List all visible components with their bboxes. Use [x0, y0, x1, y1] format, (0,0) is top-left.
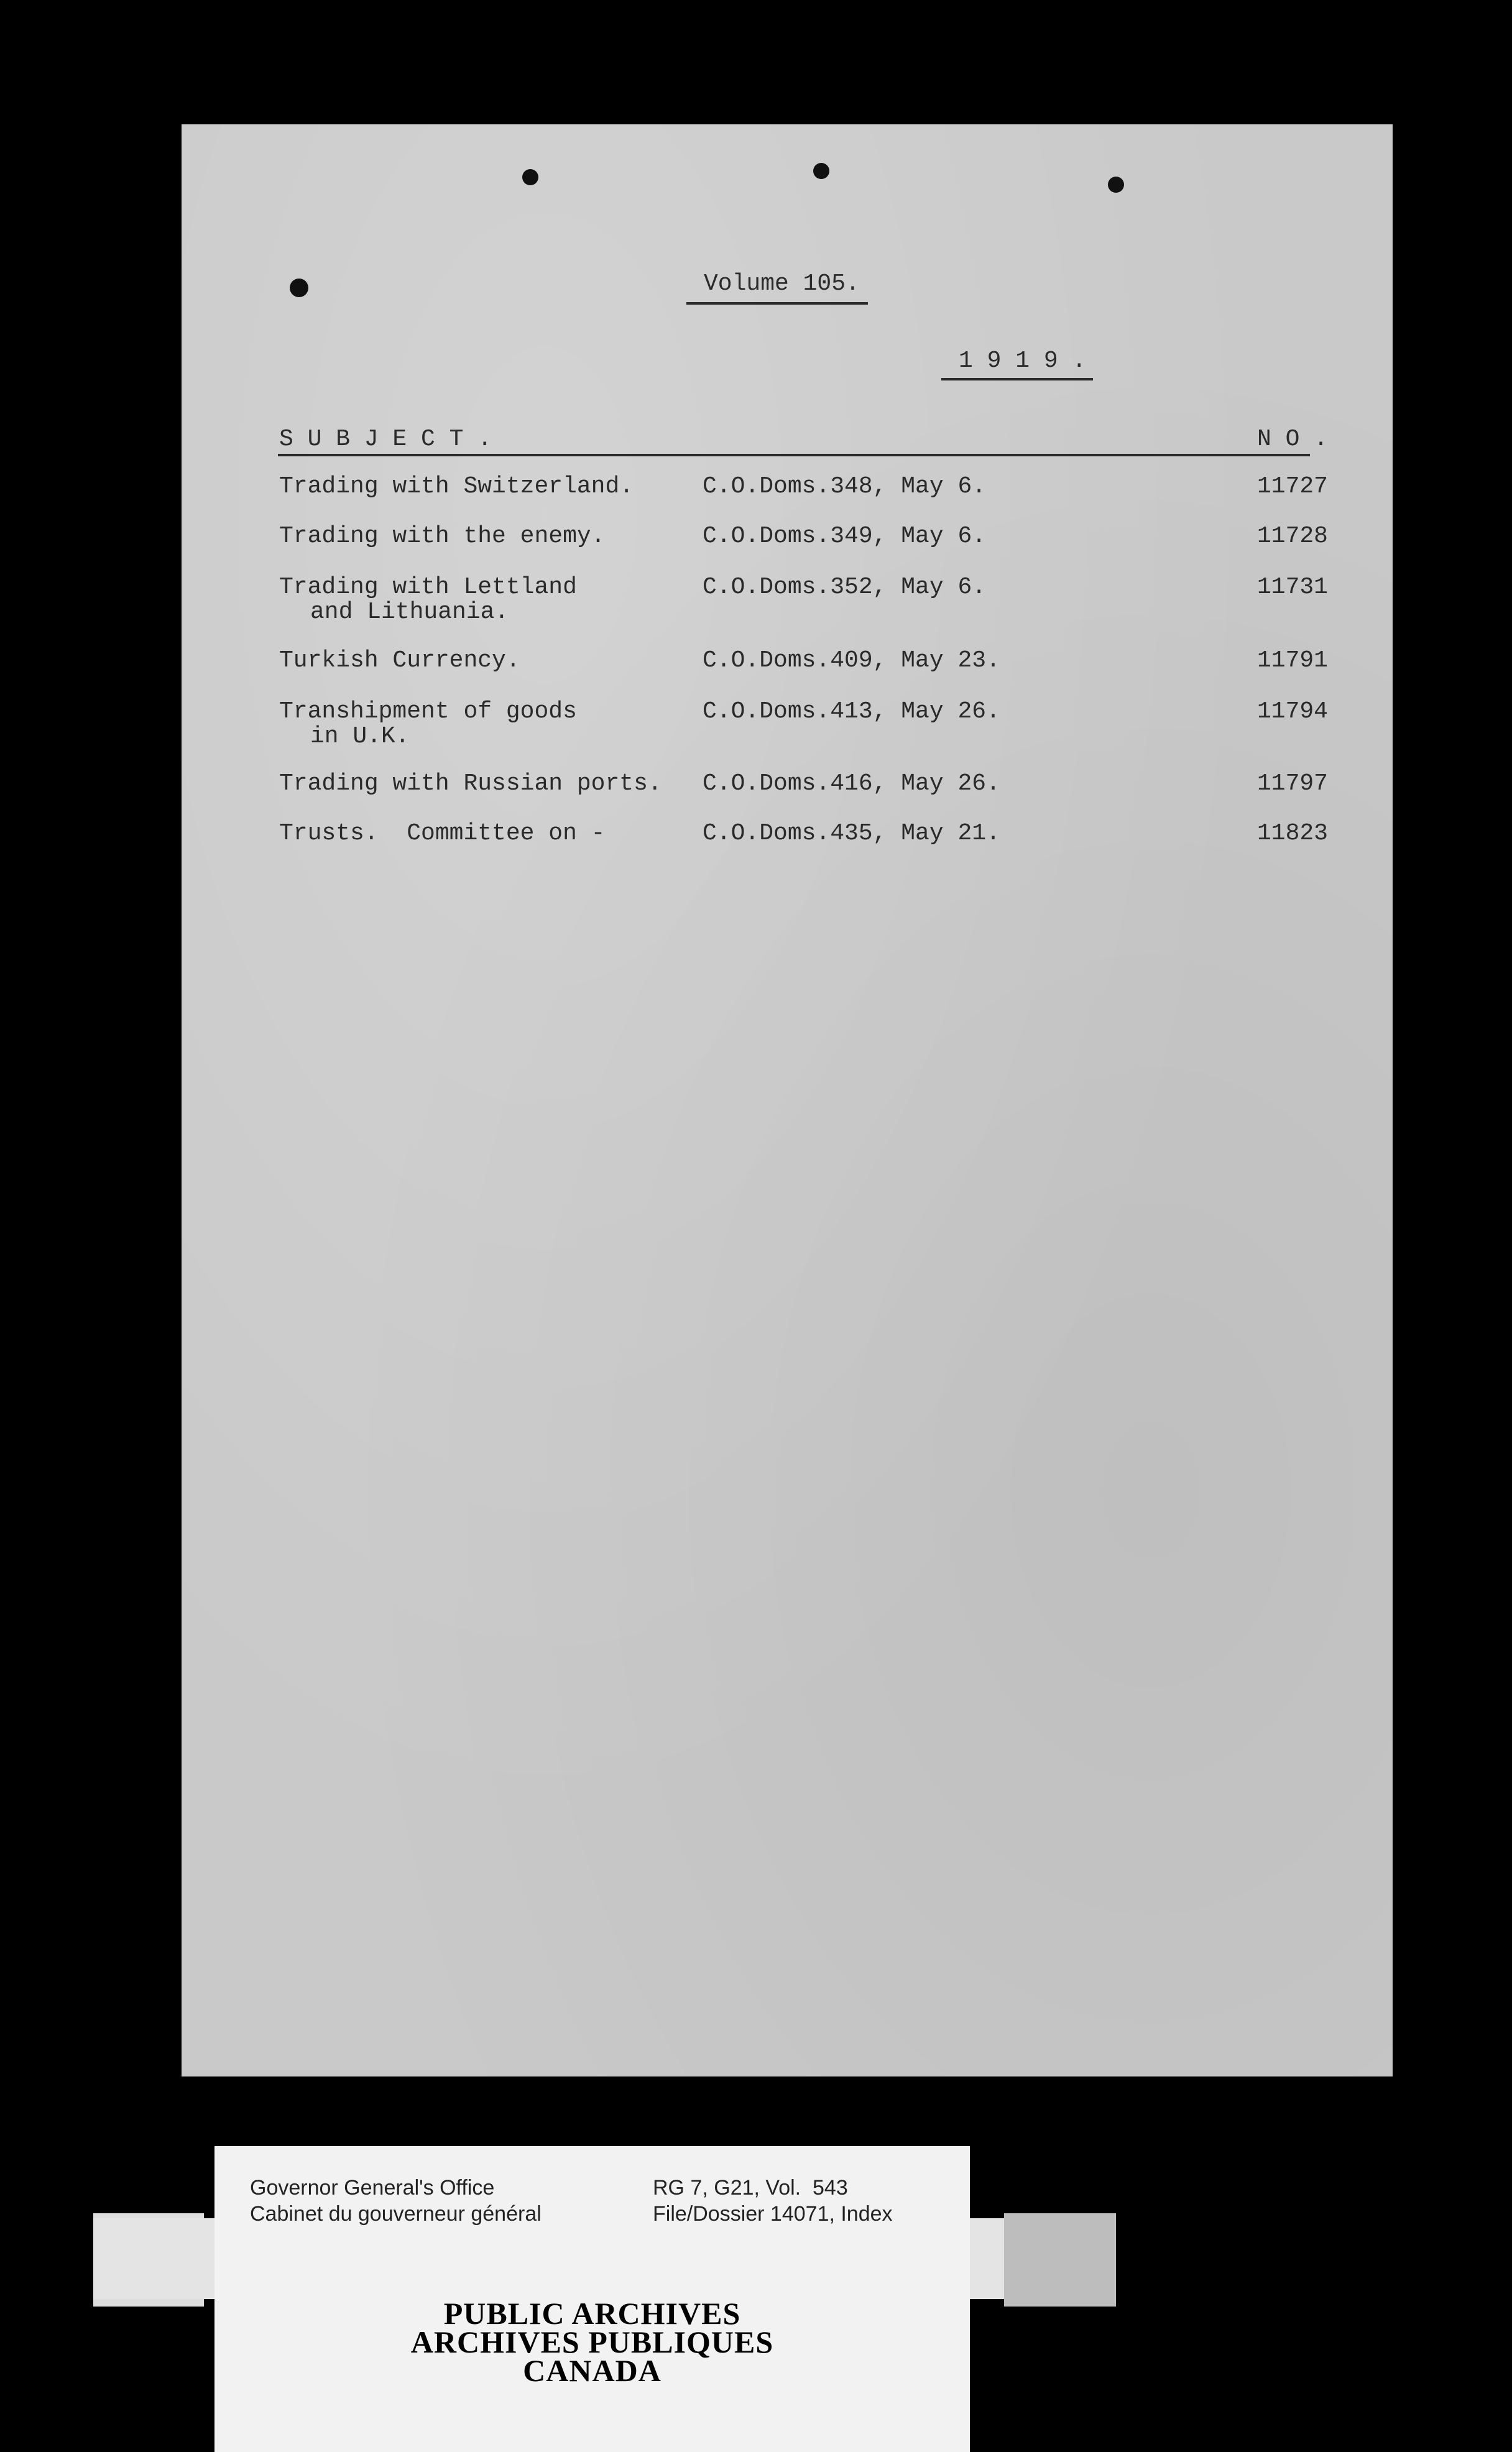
volume-underline	[686, 302, 868, 305]
entry-subject: Turkish Currency.	[279, 647, 520, 674]
header-rule	[278, 454, 1310, 456]
year-heading: 1 9 1 9 .	[959, 348, 1087, 374]
entry-subject-continuation: and Lithuania.	[310, 599, 509, 625]
entry-subject: Trusts. Committee on -	[279, 820, 606, 847]
punch-hole	[1108, 177, 1124, 193]
entry-number: 11791	[1256, 647, 1328, 674]
archives-stamp-line1: PUBLIC ARCHIVES	[443, 2296, 741, 2331]
entry-reference: C.O.Doms.349, May 6.	[703, 523, 987, 550]
entry-reference: C.O.Doms.352, May 6.	[703, 574, 987, 601]
archives-stamp-line3: CANADA	[523, 2353, 662, 2388]
office-name-en: Governor General's Office	[250, 2176, 495, 2200]
punch-hole	[290, 279, 308, 297]
entry-number: 11797	[1256, 770, 1328, 797]
entry-number: 11823	[1256, 820, 1328, 847]
entry-subject: Trading with Russian ports.	[279, 770, 662, 797]
entry-reference: C.O.Doms.409, May 23.	[703, 647, 1000, 674]
entry-subject: Trading with the enemy.	[279, 523, 606, 550]
entry-reference: C.O.Doms.413, May 26.	[703, 698, 1000, 725]
year-underline	[941, 378, 1093, 380]
entry-subject: Trading with Switzerland.	[279, 473, 634, 500]
volume-heading: Volume 105.	[704, 270, 860, 297]
punch-hole	[813, 163, 829, 179]
entry-reference: C.O.Doms.435, May 21.	[703, 820, 1000, 847]
record-group-reference: RG 7, G21, Vol. 543	[653, 2176, 848, 2200]
entry-number: 11731	[1256, 574, 1328, 601]
punch-hole	[522, 169, 538, 185]
entry-reference: C.O.Doms.416, May 26.	[703, 770, 1000, 797]
entry-subject-continuation: in U.K.	[310, 723, 410, 750]
label-strip-right	[1004, 2213, 1116, 2307]
archives-stamp-line2: ARCHIVES PUBLIQUES	[410, 2325, 774, 2359]
entry-subject: Transhipment of goods	[279, 698, 577, 725]
entry-number: 11794	[1256, 698, 1328, 725]
document-page	[182, 124, 1393, 2076]
entry-subject: Trading with Lettland	[279, 574, 577, 601]
number-column-header: N O .	[1256, 426, 1328, 453]
entry-reference: C.O.Doms.348, May 6.	[703, 473, 987, 500]
entry-number: 11728	[1256, 523, 1328, 550]
entry-number: 11727	[1256, 473, 1328, 500]
file-reference: File/Dossier 14071, Index	[653, 2202, 893, 2226]
subject-column-header: S U B J E C T .	[279, 426, 492, 453]
office-name-fr: Cabinet du gouverneur général	[250, 2202, 542, 2226]
